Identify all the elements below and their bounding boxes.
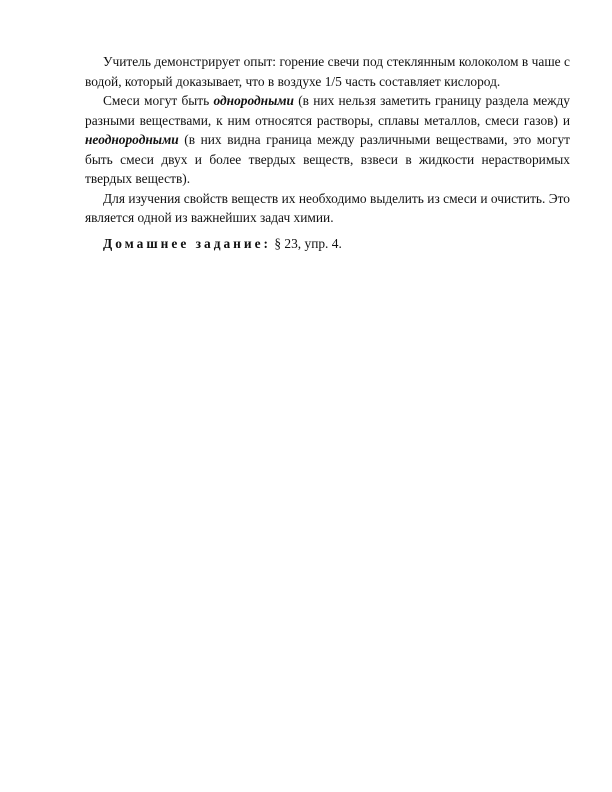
- mixtures-intro-text: Смеси могут быть: [103, 93, 214, 108]
- homogeneous-explanation-text: (в них нельзя заметить границу раздела между разными веществами, к ним относятся растворы, сплавы металлов, смеси газов) и: [85, 93, 570, 128]
- paragraph-experiment: Учитель демонстрирует опыт: горение свечи под стеклянным колоколом в чаше с водой, который доказывает, что в воздухе 1/5 часть составляет кислород.: [85, 54, 570, 89]
- term-heterogeneous: неоднородными: [85, 132, 179, 147]
- homework-line: [85, 234, 570, 254]
- homework-assignment: § 23, упр. 4.: [271, 235, 342, 251]
- heterogeneous-explanation-text: (в них видна граница между различными веществами, это могут быть смеси двух и более твердых веществ, взвеси в жидкости нерастворимых твердых веществ).: [85, 132, 570, 186]
- homework-label: Домашнее задание:: [103, 235, 272, 251]
- paragraph-purification: Для изучения свойств веществ их необходимо выделить из смеси и очистить. Это является одной из важнейших задач химии.: [85, 190, 570, 225]
- document-page: [85, 52, 570, 253]
- paragraph-mixtures: [85, 91, 570, 189]
- term-homogeneous: однородными: [213, 93, 294, 108]
